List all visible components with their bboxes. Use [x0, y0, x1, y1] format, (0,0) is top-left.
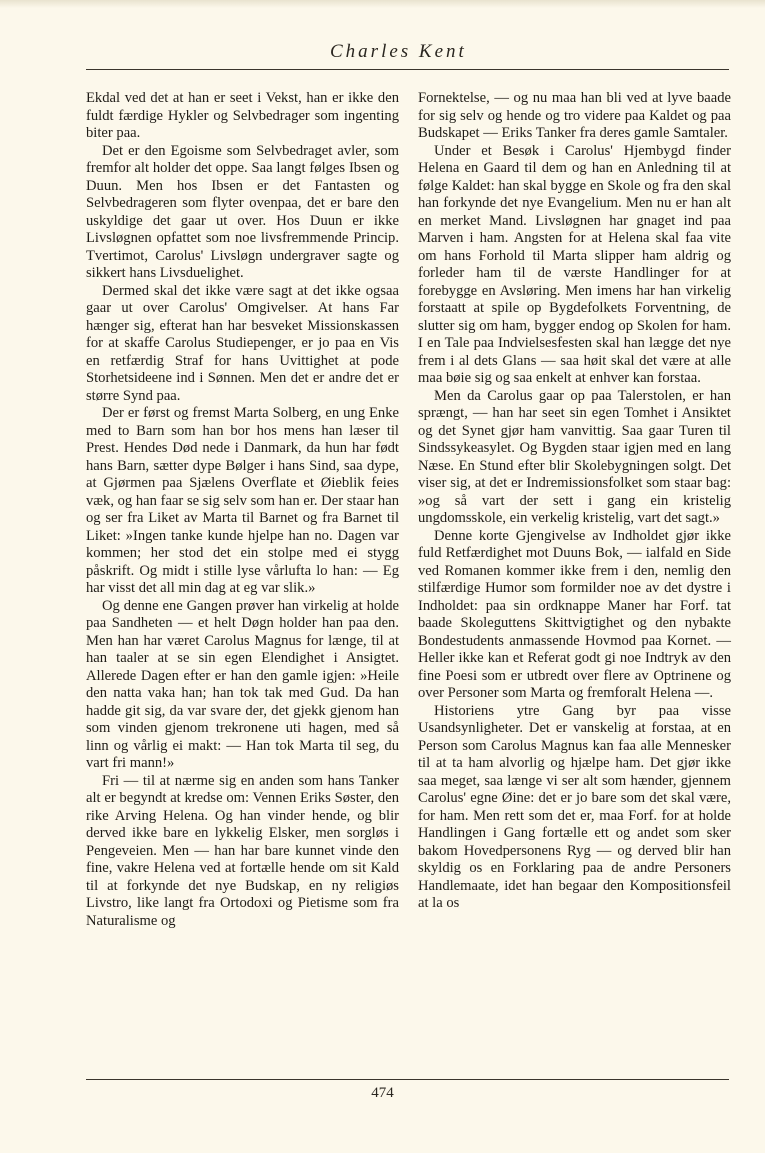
- paragraph: Fornektelse, — og nu maa han bli ved at lyve baade for sig selv og hende og tro videre paa Kaldet og paa Budskapet — Eriks Tanker fra deres gamle Samtaler.: [418, 90, 731, 141]
- paragraph: Historiens ytre Gang byr paa visse Usandsynligheter. Det er vanskelig at forstaa, at en Person som Carolus Magnus kan faa alle Mennesker til at ta ham alvorlig og hjælpe ham. Det gjør ikke saa meget, saa længe vi ser alt som hænder, gjennem Carolus' egne Øine: det er jo bare som det skal være, for ham. Men rett som det er, maa Forf. for at holde Handlingen i Gang fortælle ett og andet som sker bakom Hovedpersonens Ryg — og derved blir han skyldig os en Forklaring paa de andre Personers Handlemaate, idet han begaar den Kompositionsfeil at la os: [418, 702, 731, 911]
- header-rule: [86, 69, 729, 70]
- paragraph: Denne korte Gjengivelse av Indholdet gjør ikke fuld Retfærdighet mot Duuns Bok, — ialfald en Side ved Romanen kommer ikke frem i den, nemlig den stilfærdige Humor som formilder noe av det dystre i Indholdet: paa sin ordknappe Maner har Forf. tat baade Skoleguttens Skittvigtighet og den nybakte Bondestudents anmassende Hovmod paa Kornet. — Heller ikke kan et Referat godt gi noe Indtryk av den fine Poesi som er utbredt over flere av Optrinene og over Personer som Marta og fremforalt Helena —.: [418, 527, 731, 701]
- paragraph: Ekdal ved det at han er seet i Vekst, han er ikke den fuldt færdige Hykler og Selvbedrager som ingenting biter paa.: [86, 90, 399, 141]
- page-number: 474: [371, 1085, 394, 1101]
- running-head-title: Charles Kent: [330, 41, 467, 62]
- paragraph: Og denne ene Gangen prøver han virkelig at holde paa Sandheten — et helt Døgn holder han paa den. Men han har været Carolus Magnus for længe, til at han taaler at se sin egen Elendighet i Ansigtet. Allerede Dagen efter er han den gamle igjen: »Heile den natta vaka han; han tok tak med Gud. Da han hadde git sig, da var svare der, det gjekk gjenom han som vinden gjenom trekronene uti hagen, med så linn og vårlig ei makt: — Han tok Marta til seg, du vart fri mann!»: [86, 597, 399, 771]
- right-column: [418, 90, 731, 913]
- page-top-shadow: [0, 0, 765, 8]
- paragraph: Under et Besøk i Carolus' Hjembygd finder Helena en Gaard til dem og han en Anledning til at følge Kaldet: han skal bygge en Skole og fra den skal han forkynde det nye Evangelium. Men nu er han alt en merket Mand. Livsløgnen har gnaget ind paa Marven i ham. Angsten for at Helena skal faa vite om hans Forhold til Marta slipper ham aldrig og forleder ham til de værste Handlinger for at forebygge en Avsløring. Men imens har han virkelig forstaatt at spile op Bygdefolkets Forventning, de slutter sig om ham, bygger endog op Skolen for ham. I en Tale paa Indvielsesfesten skal han lægge det nye frem i al dets Glans — saa høit skal det være at alle maa bøie sig og saa enkelt at enhver kan forstaa.: [418, 142, 731, 386]
- left-column: [86, 90, 399, 930]
- paragraph: Der er først og fremst Marta Solberg, en ung Enke med to Barn som han bor hos mens han læser til Prest. Hendes Død nede i Danmark, da hun har født hans Barn, sætter dype Bølger i hans Sind, saa dype, at Gjørmen paa Sjælens Overflate et Øieblik feies væk, og han faar se sig selv som han er. Der staar han og ser fra Liket av Marta til Barnet og fra Barnet til Liket: »Ingen tanke kunde hjelpe han no. Dagen var kommen; her stod det ein stolpe med ei stygg påskrift. Og midt i stille lyse vårlufta lo han: — Eg har visst det all min dag at eg var slik.»: [86, 405, 399, 596]
- paragraph: Fri — til at nærme sig en anden som hans Tanker alt er begyndt at kredse om: Vennen Eriks Søster, den rike Arving Helena. Og han vinder hende, og blir derved ikke bare en lykkelig Elsker, men sorgløs i Pengeveien. Men — han har bare kunnet vinde den fine, vakre Helena ved at fortælle hende om sit Kald til at forkynde det nye Budskap, en ny religiøs Livstro, like langt fra Ortodoxi og Pietisme som fra Naturalisme og: [86, 772, 399, 929]
- paragraph: Dermed skal det ikke være sagt at det ikke ogsaa gaar ut over Carolus' Omgivelser. At hans Far hænger sig, efterat han har besveket Missionskassen for at skaffe Carolus Studiepenger, er jo paa en Vis en retfærdig Straf for hans Uvittighet at pode Storhetsideene ind i Sønnen. Men det er andre det er større Synd paa.: [86, 282, 399, 404]
- footer-rule: [86, 1079, 729, 1080]
- paragraph: Det er den Egoisme som Selvbedraget avler, som fremfor alt holder det oppe. Saa langt følges Ibsen og Duun. Men hos Ibsen er det Fantasten og Selvbedrageren som flyter ovenpaa, det er bare den uskyldige det gaar ut over. Hos Duun er ikke Livsløgnen opfattet som noe livsfremmende Princip. Tvertimot, Carolus' Livsløgn undergraver sagte og sikkert hans Livsduelighet.: [86, 142, 399, 281]
- paragraph: Men da Carolus gaar op paa Talerstolen, er han sprængt, — han har seet sin egen Tomhet i Ansiktet og det Synet gjør ham vanvittig. Saa gaar Turen til Sindssykeasylet. Og Bygden staar igjen med en lang Næse. En Stund efter blir Skolebygningen solgt. Det viser sig, at det er Indremissionsfolket som staar bag: »og så vart der sett i gang ein kristelig ungdomsskole, ein verkelig kristelig, vart det sagt.»: [418, 387, 731, 526]
